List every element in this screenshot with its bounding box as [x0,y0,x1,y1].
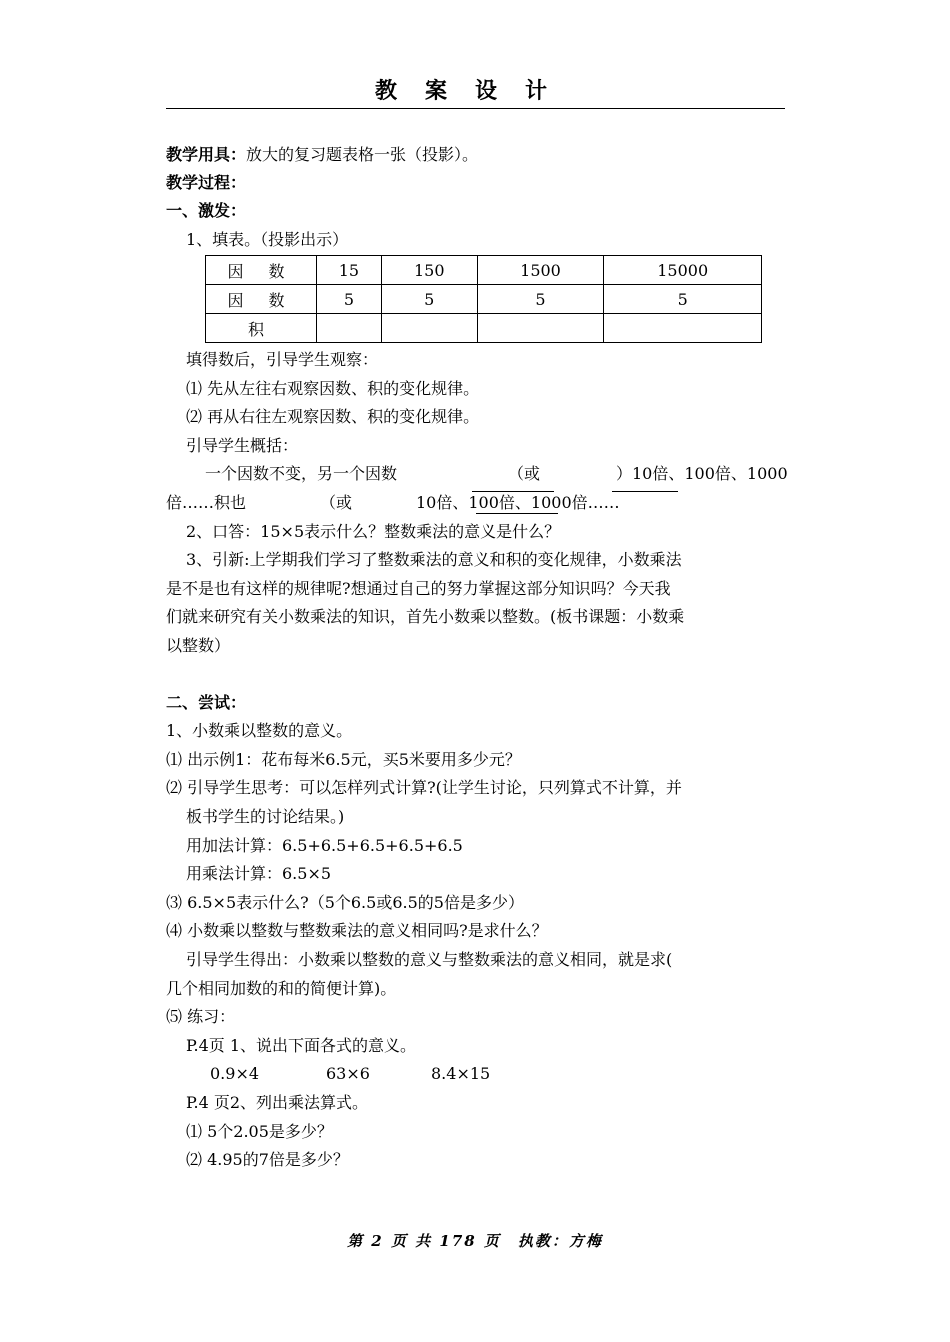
table-cell: 1500 [477,256,604,285]
intro-line: 们就来研究有关小数乘法的知识，首先小数乘以整数。(板书课题：小数乘 [166,607,685,626]
page-title: 教案设计 [374,78,575,104]
table-cell: 5 [381,285,477,314]
table-cell [604,314,762,343]
question-2: ⑵ 4.95的7倍是多少？ [186,1150,349,1169]
table-row [206,314,762,343]
header-divider [166,108,785,109]
conclusion-line1: 引导学生得出：小数乘以整数的意义与整数乘法的意义相同，就是求( [186,950,673,969]
table-row [206,285,762,314]
exercise-1: P.4页 1、说出下面各式的意义。 [186,1036,417,1055]
oral-question: 2、口答：15×5表示什么？整数乘法的意义是什么？ [186,522,561,541]
page-footer: 第 2 页 共 178 页 执教：方梅 [347,1232,603,1250]
intro-line: 3、引新:上学期我们学习了整数乘法的意义和积的变化规律，小数乘法 [186,550,682,569]
exercise-2: P.4 页2、列出乘法算式。 [186,1093,369,1112]
step-2-line1: ⑵ 引导学生思考：可以怎样列式计算?(让学生讨论，只列算式不计算，并 [166,778,682,797]
rule-line2-a: 倍……积也 [166,493,247,512]
table-cell: 5 [604,285,762,314]
fill-table-instruction: 1、填表。（投影出示） [186,230,349,249]
row-label: 积 [206,314,317,343]
step-1: ⑴ 出示例1：花布每米6.5元，买5米要用多少元？ [166,750,521,769]
after-fill-text: 填得数后，引导学生观察： [186,350,379,369]
conclusion-line2: 几个相同加数的和的简便计算)。 [166,979,397,998]
table-cell [477,314,604,343]
answer-blank [476,513,558,514]
observation-1: ⑴ 先从左往右观察因数、积的变化规律。 [186,379,480,398]
expression: 63×6 [326,1064,370,1083]
observation-2: ⑵ 再从右往左观察因数、积的变化规律。 [186,407,480,426]
expression: 8.4×15 [431,1064,491,1083]
section1-heading: 一、激发： [166,201,247,220]
tools-line [166,144,478,166]
section2-heading: 二、尝试： [166,693,247,712]
guide-text: 引导学生概括： [186,436,299,455]
table-cell [381,314,477,343]
rule-line1-b: （或 [508,464,541,483]
row-label: 因 数 [206,256,317,285]
factor-table [205,255,762,343]
tools-label: 教学用具： [166,145,247,164]
meaning-item: 1、小数乘以整数的意义。 [166,721,353,740]
addition-calc: 用加法计算：6.5+6.5+6.5+6.5+6.5 [186,836,463,855]
row-label: 因 数 [206,285,317,314]
answer-blank [612,491,678,492]
tools-text: 放大的复习题表格一张（投影）。 [246,145,479,164]
expression: 0.9×4 [210,1064,260,1083]
step-5: ⑸ 练习： [166,1007,236,1026]
rule-line2-b: （或 [320,493,353,512]
rule-line2-c: 10倍、100倍、1000倍…… [416,493,620,512]
step-4: ⑷ 小数乘以整数与整数乘法的意义相同吗?是求什么？ [166,921,548,940]
table-cell: 15000 [604,256,762,285]
table-row [206,256,762,285]
table-cell: 150 [381,256,477,285]
rule-line1-c: ）10倍、100倍、1000 [616,464,788,483]
table-cell [317,314,382,343]
rule-line1-a: 一个因数不变，另一个因数 [205,464,398,483]
step-3: ⑶ 6.5×5表示什么?（5个6.5或6.5的5倍是多少） [166,893,524,912]
intro-line: 是不是也有这样的规律呢?想通过自己的努力掌握这部分知识吗？今天我 [166,579,671,598]
table-cell: 5 [477,285,604,314]
intro-line: 以整数） [166,636,231,655]
step-2-line2: 板书学生的讨论结果。) [186,807,345,826]
table-cell: 5 [317,285,382,314]
process-label: 教学过程： [166,173,247,192]
question-1: ⑴ 5个2.05是多少？ [186,1122,333,1141]
multiplication-calc: 用乘法计算：6.5×5 [186,864,332,883]
table-cell: 15 [317,256,382,285]
